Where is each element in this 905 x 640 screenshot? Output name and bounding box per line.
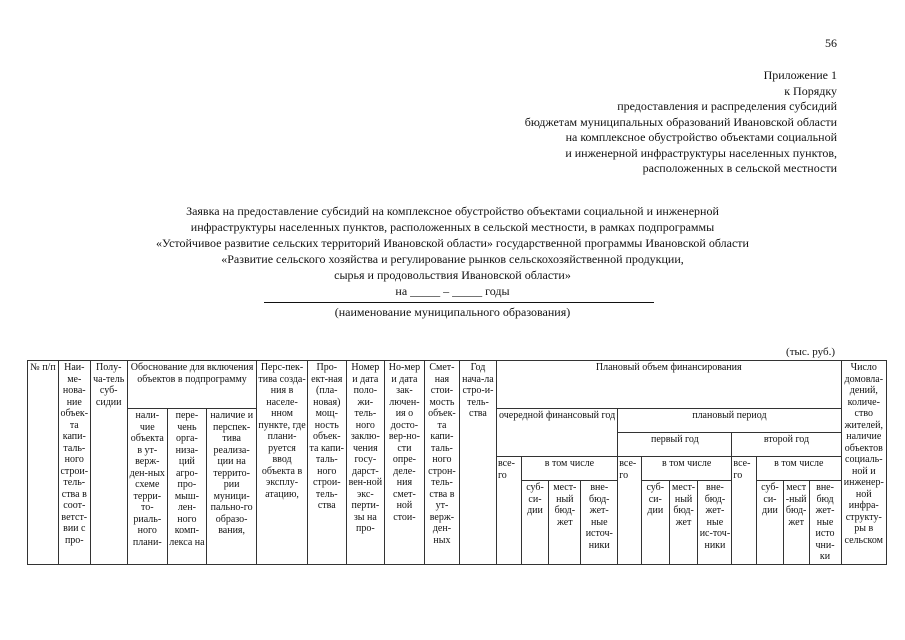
page-number: 56 [825, 36, 837, 50]
header-planned-financing: Плановый объем финансирования [496, 361, 841, 409]
header-second-year: второй год [732, 433, 841, 457]
appendix-line: и инженерной инфраструктуры населенных пунктов, [565, 145, 837, 160]
funding-request-table [27, 360, 887, 565]
heading-line: сырья и продовольствия Ивановской области» [334, 268, 571, 282]
header-subsidy-b: суб-си-дии [641, 481, 669, 565]
appendix-line: к Порядку [784, 83, 837, 98]
header-object-name: Наи-ме-нова-ние объек-та капи-таль-ного строи-тель-ства в соот-ветст-вии с про- [58, 361, 90, 565]
header-total-a: все-го [496, 457, 521, 565]
just-municipal-prospects: наличие и перспек-тива реализа-ции на террито-рии муници-пально-го образо-вания, [206, 409, 256, 565]
header-local-b: мест-ный бюд-жет [669, 481, 698, 565]
appendix-line: на комплексное обустройство объектами социальной [565, 130, 837, 144]
header-local-c: мест-ный бюд-жет [783, 481, 809, 565]
header-extra-a: вне-бюд-жет-ные источ-ники [581, 481, 618, 565]
appendix-line: Приложение 1 [763, 68, 837, 82]
units-label: (тыс. руб.) [786, 346, 835, 358]
appendix-line: расположенных в сельской местности [642, 161, 837, 175]
header-incl-a: в том числе [521, 457, 618, 481]
header-recipient: Полу-ча-тель суб-сидии [90, 361, 127, 565]
header-planning-period: плановый период [618, 409, 841, 433]
header-local-a: мест-ный бюд-жет [549, 481, 581, 565]
appendix-line: предоставления и распределения субсидий [617, 99, 837, 113]
header-incl-c: в том числе [757, 457, 841, 481]
header-prospects: Перс-пек-тива созда-ния в населе-нном пункте, где плани-руется ввод объекта в эксплу-атацию, [257, 361, 307, 565]
municipality-name-line [264, 302, 654, 303]
header-extra-c: вне-бюд жет-ные исто чни-ки [809, 481, 841, 565]
header-start-year: Год нача-ла стро-и-тель-ства [459, 361, 496, 565]
header-design-capacity: Про-ект-ная (пла-новая) мощ-ность объек-та капи-таль-ного строи-тель-ства [307, 361, 346, 565]
just-agro-list: пере-чень орга-низа-ций агро-про-мыш-лен-ного комп-лекса на [167, 409, 206, 565]
just-territorial-plan: нали-чие объекта в ут-верж-ден-ных схеме терри-то-риаль-ного плани- [127, 409, 167, 565]
heading-line: инфраструктуры населенных пунктов, расположенных в сельской местности, в рамках подпрограммы [190, 220, 715, 234]
heading-line: Заявка на предоставление субсидий на комплексное обустройство объектами социальной и инженерной [186, 204, 719, 218]
header-households: Число домовла-дений, количе-ство жителей, наличие объектов социаль-ной и инженер-ной инфра-структу-ры в сельском [841, 361, 886, 565]
header-total-c: все-го [732, 457, 757, 565]
header-cost-conclusion: Но-мер и дата зак-лючен-ия о досто-вер-но-сти опре-деле-ния смет-ной стои- [384, 361, 424, 565]
document-heading [0, 203, 905, 299]
appendix-reference [525, 68, 837, 177]
header-total-b: все-го [618, 457, 642, 565]
header-number: № п/п [28, 361, 59, 565]
header-first-year: первый год [618, 433, 732, 457]
municipality-caption: (наименование муниципального образования) [334, 305, 571, 319]
header-current-fiscal-year: очередной финансовый год [496, 409, 617, 457]
header-justification: Обоснование для включения объектов в подпрограмму [127, 361, 257, 409]
appendix-line: бюджетам муниципальных образований Ивановской области [524, 114, 837, 129]
heading-line: «Развитие сельского хозяйства и регулирование рынков сельскохозяйственной продукции, [221, 252, 684, 266]
header-estimate: Смет-ная стои-мость объек-та капи-таль-ного строн-тель-ства в ут-верж-ден-ных [424, 361, 459, 565]
header-subsidy-a: суб-си-дии [521, 481, 549, 565]
heading-line: на _____ – _____ годы [395, 284, 510, 298]
header-expertise: Номер и дата поло-жи-тель-ного заклю-чения госу-дарст-вен-ной экс-перти-зы на про- [346, 361, 384, 565]
header-extra-b: вне-бюд-жет-ные ис-точ-ники [698, 481, 732, 565]
heading-line: «Устойчивое развитие сельских территорий Ивановской области» государственной программы Ивановской области [156, 236, 749, 250]
header-incl-b: в том числе [641, 457, 732, 481]
header-subsidy-c: суб-си-дии [757, 481, 784, 565]
